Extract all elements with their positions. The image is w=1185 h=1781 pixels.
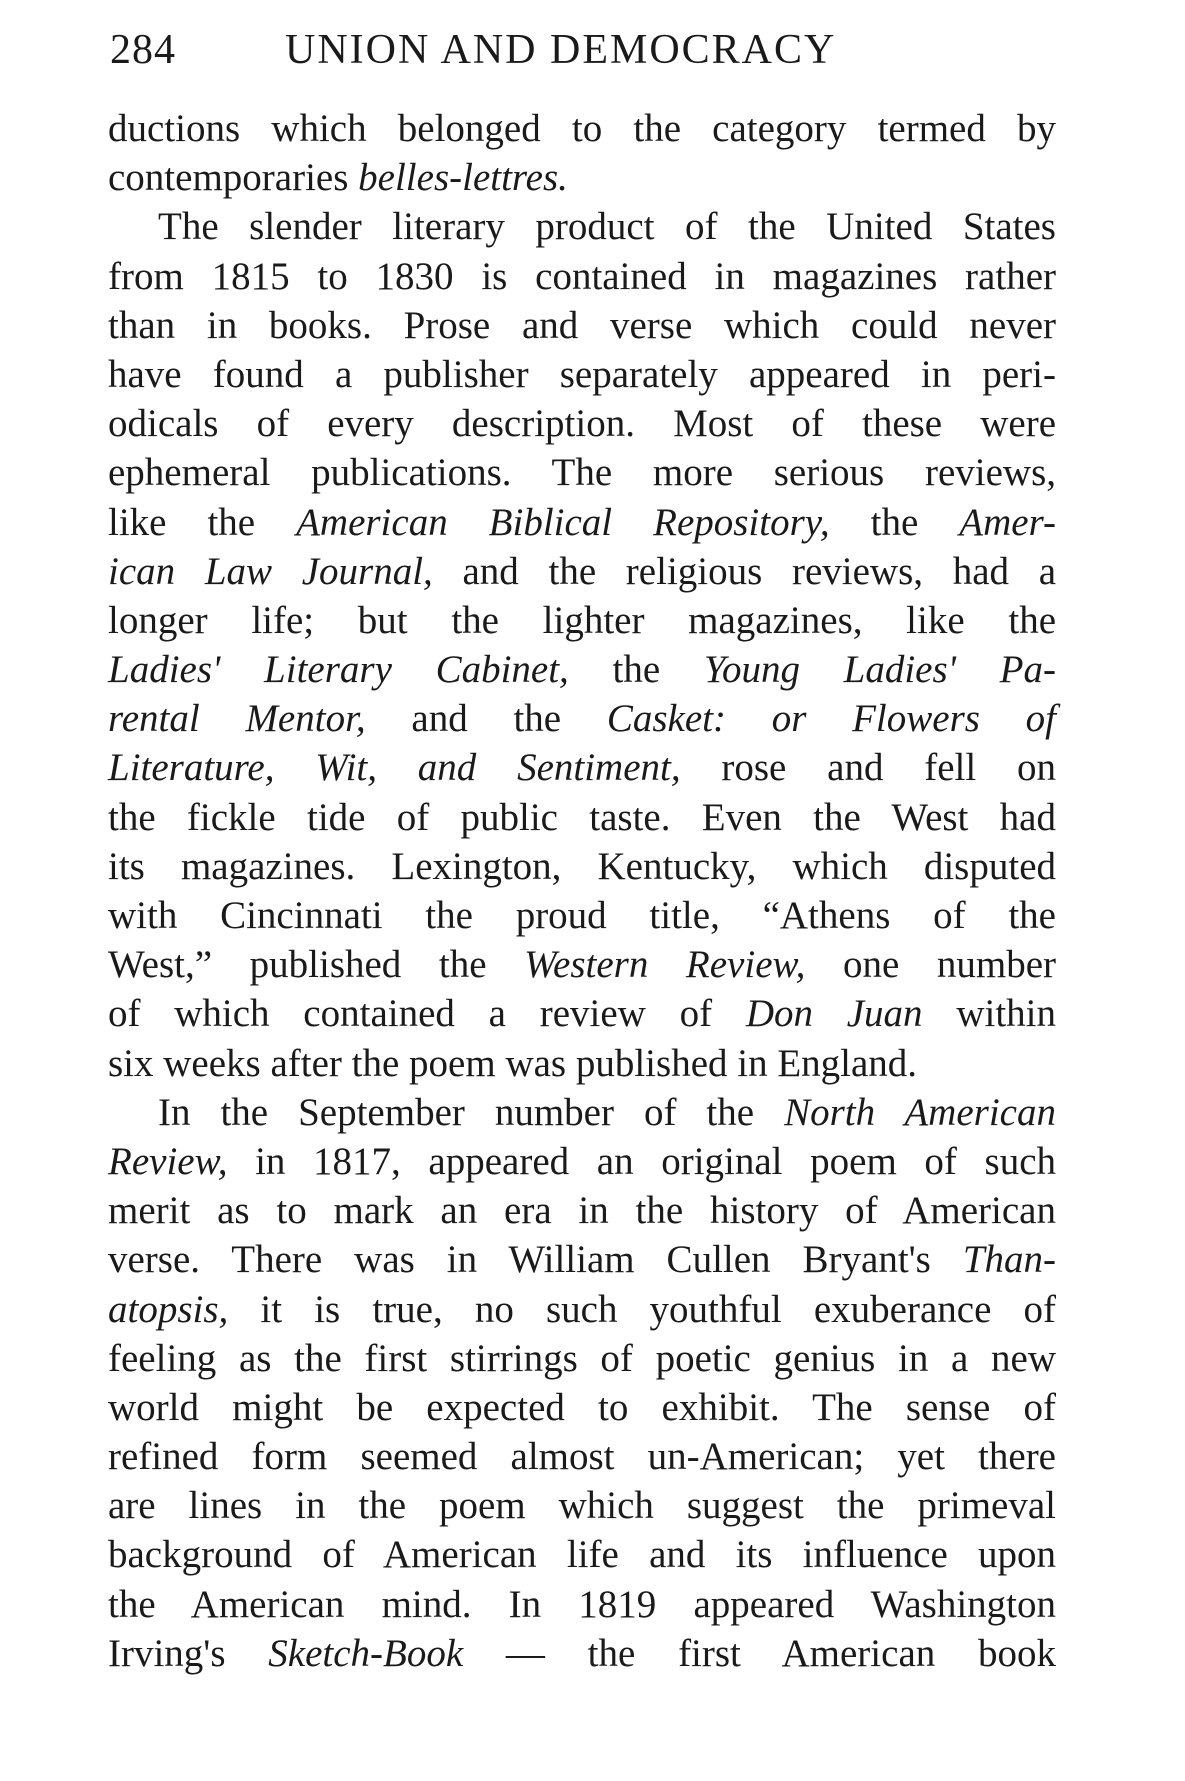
running-title: UNION AND DEMOCRACY	[285, 27, 837, 73]
text-segment: West,” published the	[108, 943, 525, 987]
text-line	[108, 1285, 1056, 1334]
text-segment: Irving's	[108, 1631, 269, 1675]
text-segment: the fickle tide of public taste. Even the West had	[108, 795, 1056, 839]
text-line	[108, 301, 1056, 350]
running-head	[110, 26, 1050, 86]
text-segment: one number	[805, 943, 1056, 987]
italic-text: Casket: or Flowers of	[606, 697, 1056, 741]
text-segment: odicals of every description. Most of these were	[108, 402, 1056, 446]
text-segment: and the	[365, 697, 607, 741]
italic-text: belles-lettres.	[358, 156, 568, 200]
text-line	[108, 596, 1056, 645]
text-line	[108, 547, 1056, 596]
text-line	[108, 448, 1056, 497]
text-line	[108, 1530, 1056, 1579]
page-number: 284	[110, 27, 176, 73]
text-segment: within	[922, 992, 1056, 1036]
text-line	[108, 1235, 1056, 1284]
text-segment: feeling as the first stirrings of poetic genius in a new	[108, 1336, 1056, 1380]
italic-text: rental Mentor,	[108, 697, 366, 741]
italic-text: Literature, Wit, and Sentiment,	[108, 746, 681, 790]
text-line	[108, 399, 1056, 448]
italic-text: Than-	[962, 1238, 1056, 1282]
text-line	[108, 1186, 1056, 1235]
text-segment: the	[829, 500, 960, 544]
text-line	[108, 1481, 1056, 1530]
text-line	[108, 1580, 1056, 1629]
text-segment: of which contained a review of	[108, 992, 746, 1036]
text-line	[108, 1137, 1056, 1186]
text-segment: refined form seemed almost un-American; yet there	[108, 1435, 1056, 1479]
text-segment: longer life; but the lighter magazines, like the	[108, 598, 1056, 642]
italic-text: American Biblical Repository,	[296, 500, 830, 544]
body-text	[108, 104, 1056, 1678]
italic-text: atopsis,	[108, 1287, 229, 1331]
text-segment: are lines in the poem which suggest the primeval	[108, 1484, 1056, 1528]
text-line	[108, 202, 1056, 251]
text-segment: six weeks after the poem was published in England.	[108, 1041, 918, 1085]
text-line	[108, 989, 1056, 1038]
italic-text: Amer-	[959, 500, 1056, 544]
italic-text: Don Juan	[745, 992, 923, 1036]
italic-text: Ladies' Literary Cabinet,	[108, 648, 569, 692]
text-segment: ductions which belonged to the category termed by	[108, 107, 1056, 150]
text-line	[108, 891, 1056, 940]
italic-text: Young Ladies' Pa-	[703, 648, 1056, 692]
text-line	[108, 793, 1056, 842]
text-segment: and the religious reviews, had a	[432, 549, 1057, 593]
text-segment: rose and fell on	[680, 746, 1056, 790]
text-line	[108, 104, 1056, 153]
text-line	[108, 940, 1056, 989]
text-line	[108, 153, 1056, 202]
text-segment: ephemeral publications. The more serious reviews,	[108, 451, 1056, 495]
text-segment: like the	[108, 500, 297, 544]
text-segment: from 1815 to 1830 is contained in magazines rather	[108, 254, 1056, 298]
text-line	[108, 1334, 1056, 1383]
italic-text: Western Review,	[524, 943, 806, 987]
italic-text: Review,	[108, 1139, 228, 1183]
text-segment: world might be expected to exhibit. The sense of	[108, 1385, 1056, 1429]
text-line	[108, 1629, 1056, 1678]
text-segment: with Cincinnati the proud title, “Athens of the	[108, 894, 1056, 937]
text-segment: in 1817, appeared an original poem of such	[227, 1139, 1056, 1183]
text-segment: the American mind. In 1819 appeared Washington	[108, 1582, 1056, 1626]
text-line	[108, 694, 1056, 743]
text-line	[108, 743, 1056, 792]
text-segment: have found a publisher separately appeared in peri-	[108, 352, 1056, 396]
text-line	[108, 498, 1056, 547]
text-line	[108, 842, 1056, 891]
italic-text: Sketch-Book	[268, 1631, 464, 1675]
text-segment: In the September number of the	[158, 1090, 785, 1134]
text-line	[108, 645, 1056, 694]
text-line	[108, 1088, 1056, 1137]
text-segment: background of American life and its influence upon	[108, 1533, 1056, 1577]
text-segment: its magazines. Lexington, Kentucky, which disputed	[108, 844, 1056, 888]
text-segment: than in books. Prose and verse which could never	[108, 303, 1056, 347]
italic-text: North American	[784, 1090, 1056, 1134]
text-line	[108, 1039, 1056, 1088]
text-segment: it is true, no such youthful exuberance of	[228, 1287, 1056, 1331]
text-segment: merit as to mark an era in the history of American	[108, 1189, 1056, 1233]
italic-text: ican Law Journal,	[108, 549, 433, 593]
text-segment: the	[568, 648, 704, 692]
text-line	[108, 252, 1056, 301]
text-segment: contemporaries	[108, 156, 359, 200]
text-line	[108, 1432, 1056, 1481]
text-line	[108, 350, 1056, 399]
text-segment: verse. There was in William Cullen Bryant's	[108, 1238, 963, 1282]
text-segment: — the first American book	[463, 1631, 1057, 1675]
text-line	[108, 1383, 1056, 1432]
text-segment: The slender literary product of the United States	[158, 205, 1056, 249]
